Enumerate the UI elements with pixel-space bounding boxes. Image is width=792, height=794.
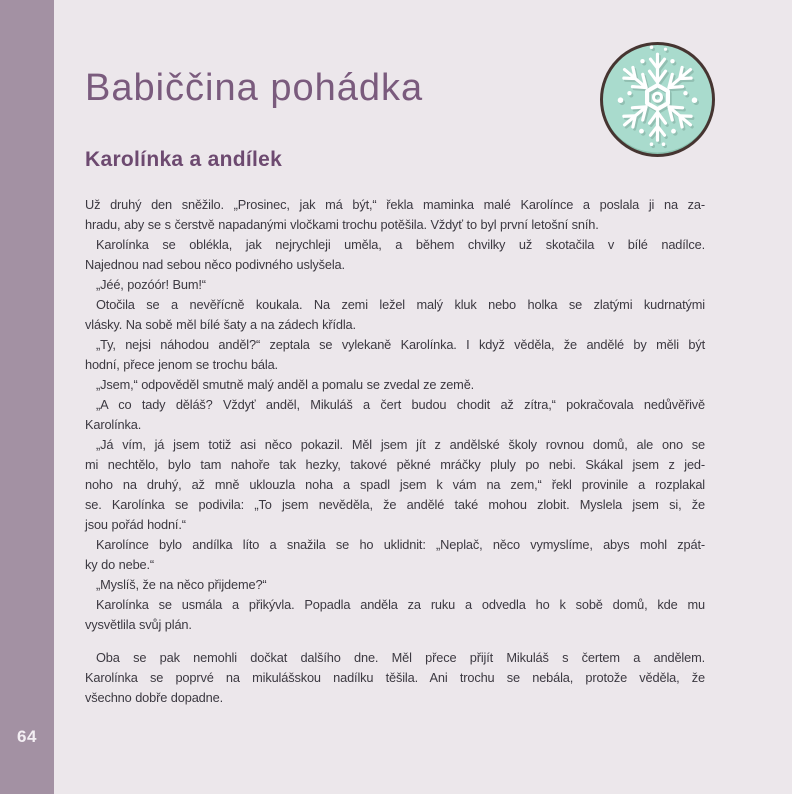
story-line: hodní, přece jenom se trochu bála. [85, 357, 278, 372]
story-line: ky do nebe.“ [85, 557, 155, 572]
story-paragraph [85, 295, 705, 335]
story-line: Otočila se a nevěřícně koukala. Na zemi ležel malý kluk nebo holka se zlatými kudrnatými [96, 297, 705, 312]
story-line: „A co tady děláš? Vždyť anděl, Mikuláš a čert budou chodit až zítra,“ pokračovala nedůvěřivě [96, 397, 705, 412]
story-line: se. Karolínka se podivila: „To jsem nevěděla, že andělé také mohou zlobit. Myslela jsem si, že [85, 497, 705, 512]
story-line: „Jsem,“ odpověděl smutně malý anděl a pomalu se zvedal ze země. [96, 377, 475, 392]
story-line: mi nechtělo, bylo tam nahoře tak hezky, takové pěkné mráčky pluly po nebi. Skákal jsem z jed- [85, 457, 705, 472]
snowflake-cookie-icon [597, 40, 718, 160]
story-line: „Jéé, pozóór! Bum!“ [96, 277, 206, 292]
story-paragraph [85, 335, 705, 375]
page-number: 64 [17, 727, 37, 746]
story-line: Karolínce bylo andílka líto a snažila se ho uklidnit: „Neplač, něco vymyslíme, abys mohl zpát- [96, 537, 705, 552]
story-line: Karolínka se poprvé na mikulášskou nadílku těšila. Ani trochu se nebála, protože věděla, že [85, 670, 705, 685]
story-line: vysvětlila svůj plán. [85, 617, 192, 632]
story-line: Už druhý den sněžilo. „Prosinec, jak má být,“ řekla maminka malé Karolínce a poslala ji na za- [85, 197, 705, 212]
story-line: jsou pořád hodní.“ [85, 517, 186, 532]
chapter-title: Babiččina pohádka [85, 67, 424, 109]
story-line: „Myslíš, že na něco přijdeme?“ [96, 577, 267, 592]
story-paragraph [85, 235, 705, 275]
story-paragraph [85, 535, 705, 575]
story-line: Karolínka se oblékla, jak nejrychleji uměla, a během chvilky už skotačila v bílé nadílce. [96, 237, 705, 252]
story-line: Oba se pak nemohli dočkat dalšího dne. Měl přece přijít Mikuláš s čertem a andělem. [96, 650, 705, 665]
story-paragraph [85, 375, 705, 395]
page-margin-bar [0, 0, 54, 794]
story-line: vlásky. Na sobě měl bílé šaty a na zádech křídla. [85, 317, 356, 332]
story-line: Karolínka. [85, 417, 142, 432]
story-paragraph [85, 195, 705, 235]
story-line: „Ty, nejsi náhodou anděl?“ zeptala se vylekaně Karolínka. I když věděla, že andělé by měli být [96, 337, 705, 352]
story-title: Karolínka a andílek [85, 148, 283, 171]
story-paragraph [85, 395, 705, 435]
story-paragraph [85, 595, 705, 635]
story-paragraph [85, 435, 705, 535]
story-line: „Já vím, já jsem totiž asi něco pokazil. Měl jsem jít z andělské školy rovnou domů, ale ono se [96, 437, 705, 452]
story-line: hradu, aby se s čerstvě napadanými vločkami trochu potěšila. Vždyť to byl první letošní sníh. [85, 217, 599, 232]
story-paragraph [85, 575, 705, 595]
story-paragraph [85, 275, 705, 295]
story-line: Karolínka se usmála a přikývla. Popadla anděla za ruku a odvedla ho k sobě domů, kde mu [96, 597, 705, 612]
story [85, 195, 705, 708]
story-line: Najednou nad sebou něco podivného uslyšela. [85, 257, 345, 272]
story-paragraph [85, 648, 705, 708]
story-line: noho na druhý, až mně uklouzla noha a spadl jsem k vám na zem,“ řekl provinile a rozplakal [85, 477, 705, 492]
story-line: všechno dobře dopadne. [85, 690, 223, 705]
